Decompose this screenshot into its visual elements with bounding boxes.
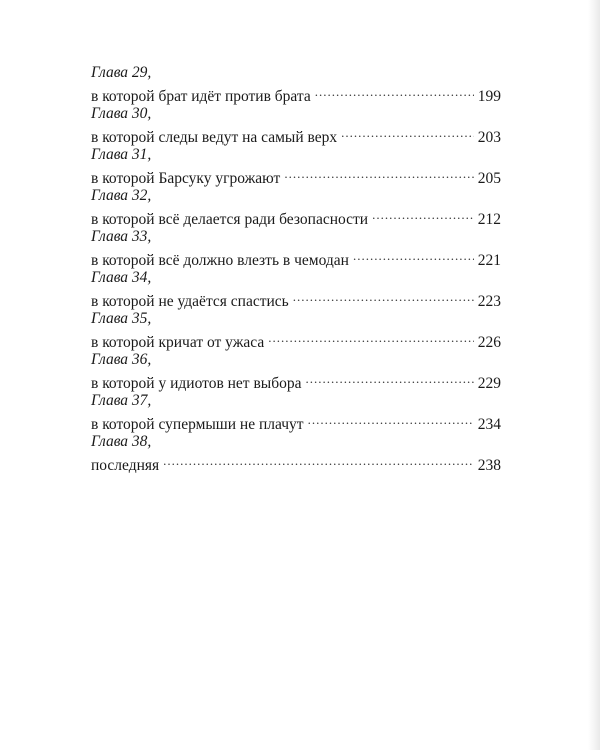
chapter-title: в которой супермыши не плачут: [91, 416, 304, 433]
chapter-title-line: [91, 82, 501, 105]
dot-leader: [353, 246, 474, 265]
chapter-title: в которой кричат от ужаса: [91, 334, 265, 351]
chapter-label: Глава 31,: [91, 146, 152, 163]
page-number: 226: [477, 334, 501, 351]
page-number: 223: [477, 293, 501, 310]
page-edge-shadow: [588, 0, 600, 750]
toc-entry-32[interactable]: [91, 186, 501, 228]
page-number: 234: [477, 416, 501, 433]
toc-entry-29[interactable]: [91, 63, 501, 105]
toc-entry-31[interactable]: [91, 145, 501, 187]
chapter-label: Глава 29,: [91, 64, 152, 81]
chapter-title-line: [91, 451, 501, 474]
chapter-title-line: [91, 246, 501, 269]
chapter-title: в которой следы ведут на самый верх: [91, 129, 338, 146]
toc-entry-35[interactable]: [91, 309, 501, 351]
dot-leader: [293, 287, 474, 306]
chapter-label: Глава 34,: [91, 269, 152, 286]
dot-leader: [163, 451, 474, 470]
chapter-title-line: [91, 123, 501, 146]
chapter-title: в которой всё должно влезть в чемодан: [91, 252, 349, 269]
page-number: 212: [477, 211, 501, 228]
page-number: 205: [477, 170, 501, 187]
dot-leader: [372, 205, 474, 224]
toc-entry-34[interactable]: [91, 268, 501, 310]
dot-leader: [341, 123, 474, 142]
chapter-title-line: [91, 369, 501, 392]
toc-entry-38[interactable]: [91, 432, 501, 474]
page-number: 229: [477, 375, 501, 392]
toc-entry-37[interactable]: [91, 391, 501, 433]
chapter-label: Глава 32,: [91, 187, 152, 204]
chapter-title: в которой всё делается ради безопасности: [91, 211, 369, 228]
chapter-title-line: [91, 287, 501, 310]
chapter-title-line: [91, 205, 501, 228]
chapter-label: Глава 35,: [91, 310, 152, 327]
chapter-label: Глава 33,: [91, 228, 152, 245]
chapter-label: Глава 37,: [91, 392, 152, 409]
chapter-title-line: [91, 164, 501, 187]
chapter-label: Глава 38,: [91, 433, 152, 450]
dot-leader: [315, 82, 474, 101]
dot-leader: [284, 164, 473, 183]
chapter-label: Глава 36,: [91, 351, 152, 368]
chapter-title: в которой у идиотов нет выбора: [91, 375, 302, 392]
chapter-title: в которой не удаётся спастись: [91, 293, 289, 310]
toc-entry-30[interactable]: [91, 104, 501, 146]
page-number: 203: [477, 129, 501, 146]
table-of-contents: [91, 63, 501, 473]
chapter-title: последняя: [91, 457, 160, 474]
chapter-title-line: [91, 328, 501, 351]
page-number: 221: [477, 252, 501, 269]
page-number: 199: [477, 88, 501, 105]
dot-leader: [305, 369, 473, 388]
dot-leader: [308, 410, 474, 429]
toc-entry-33[interactable]: [91, 227, 501, 269]
page-number: 238: [477, 457, 501, 474]
dot-leader: [268, 328, 474, 347]
toc-entry-36[interactable]: [91, 350, 501, 392]
chapter-title: в которой Барсуку угрожают: [91, 170, 281, 187]
chapter-label: Глава 30,: [91, 105, 152, 122]
chapter-title: в которой брат идёт против брата: [91, 88, 311, 105]
chapter-title-line: [91, 410, 501, 433]
